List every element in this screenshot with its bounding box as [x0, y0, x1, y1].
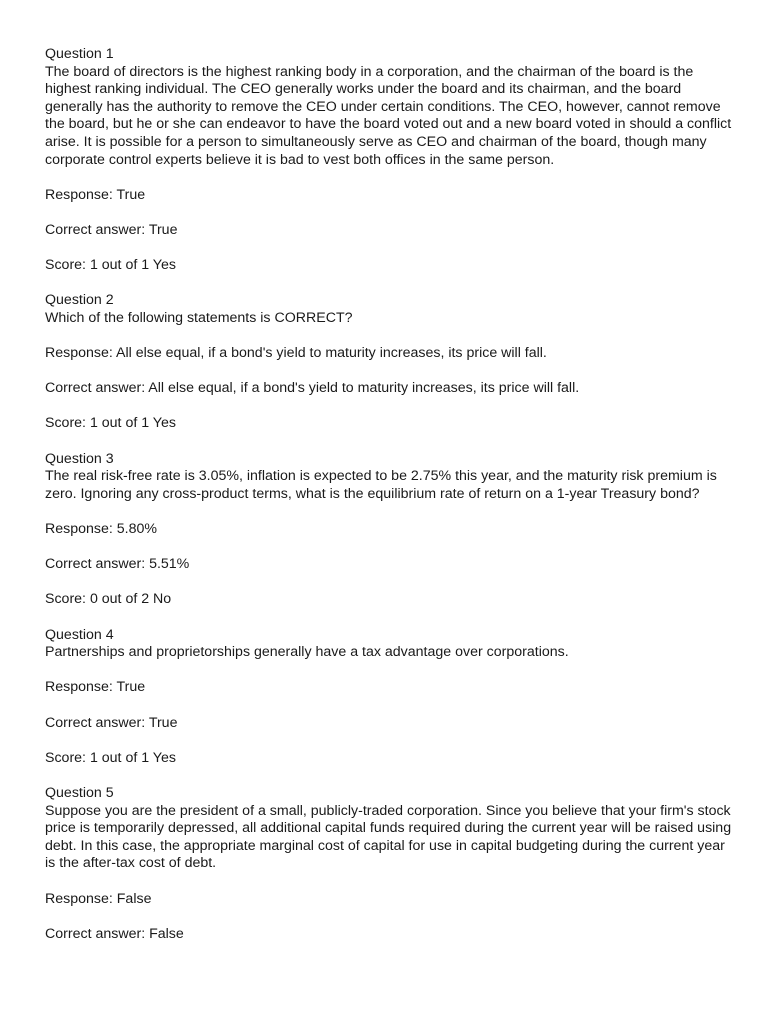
- score-line: Score: 0 out of 2 No: [45, 591, 172, 608]
- score-line: Score: 1 out of 1 Yes: [45, 415, 176, 432]
- question-block-1: [45, 46, 735, 275]
- question-text: The real risk-free rate is 3.05%, inflation is expected to be 2.75% this year, and the maturity risk premium is zero. Ignoring any cross-product terms, what is the equilibrium rate of return on a 1-year Treasury bond?: [45, 468, 717, 502]
- question-block-3: [45, 451, 735, 609]
- response-line: Response: 5.80%: [45, 521, 157, 538]
- response-line: Response: True: [45, 186, 146, 203]
- question-text: Partnerships and proprietorships generally have a tax advantage over corporations.: [45, 644, 569, 661]
- question-text: Suppose you are the president of a small, publicly-traded corporation. Since you believe that your firm's stock price is temporarily depressed, all additional capital funds required during the current year will be raised using debt. In this case, the appropriate marginal cost of capital for use in capital budgeting during the current year is the after-tax cost of debt.: [45, 802, 732, 872]
- correct-answer-line: Correct answer: True: [45, 221, 178, 238]
- score-line: Score: 1 out of 1 Yes: [45, 257, 176, 274]
- correct-answer-line: Correct answer: All else equal, if a bond's yield to maturity increases, its price will fall.: [45, 380, 580, 397]
- question-heading: Question 4: [45, 626, 114, 643]
- question-heading: Question 2: [45, 292, 114, 309]
- question-text: The board of directors is the highest ranking body in a corporation, and the chairman of the board is the highest ranking individual. The CEO generally works under the board and its chairman, and the board generally has the authority to remove the CEO under certain conditions. The CEO, however, cannot remove the board, but he or she can endeavor to have the board voted out and a new board voted in should a conflict arise. It is possible for a person to simultaneously serve as CEO and chairman of the board, though many corporate control experts believe it is bad to vest both offices in the same person.: [45, 63, 732, 168]
- question-heading: Question 5: [45, 784, 114, 801]
- question-block-5: [45, 785, 735, 943]
- question-block-2: [45, 292, 735, 433]
- question-block-4: [45, 627, 735, 768]
- correct-answer-line: Correct answer: False: [45, 925, 184, 942]
- question-heading: Question 1: [45, 46, 114, 62]
- question-heading: Question 3: [45, 450, 114, 467]
- correct-answer-line: Correct answer: True: [45, 714, 178, 731]
- correct-answer-line: Correct answer: 5.51%: [45, 556, 190, 573]
- response-line: Response: All else equal, if a bond's yield to maturity increases, its price will fall.: [45, 345, 547, 362]
- response-line: Response: False: [45, 890, 152, 907]
- question-text: Which of the following statements is CORRECT?: [45, 309, 353, 326]
- document-page: [45, 46, 735, 961]
- response-line: Response: True: [45, 679, 146, 696]
- score-line: Score: 1 out of 1 Yes: [45, 749, 176, 766]
